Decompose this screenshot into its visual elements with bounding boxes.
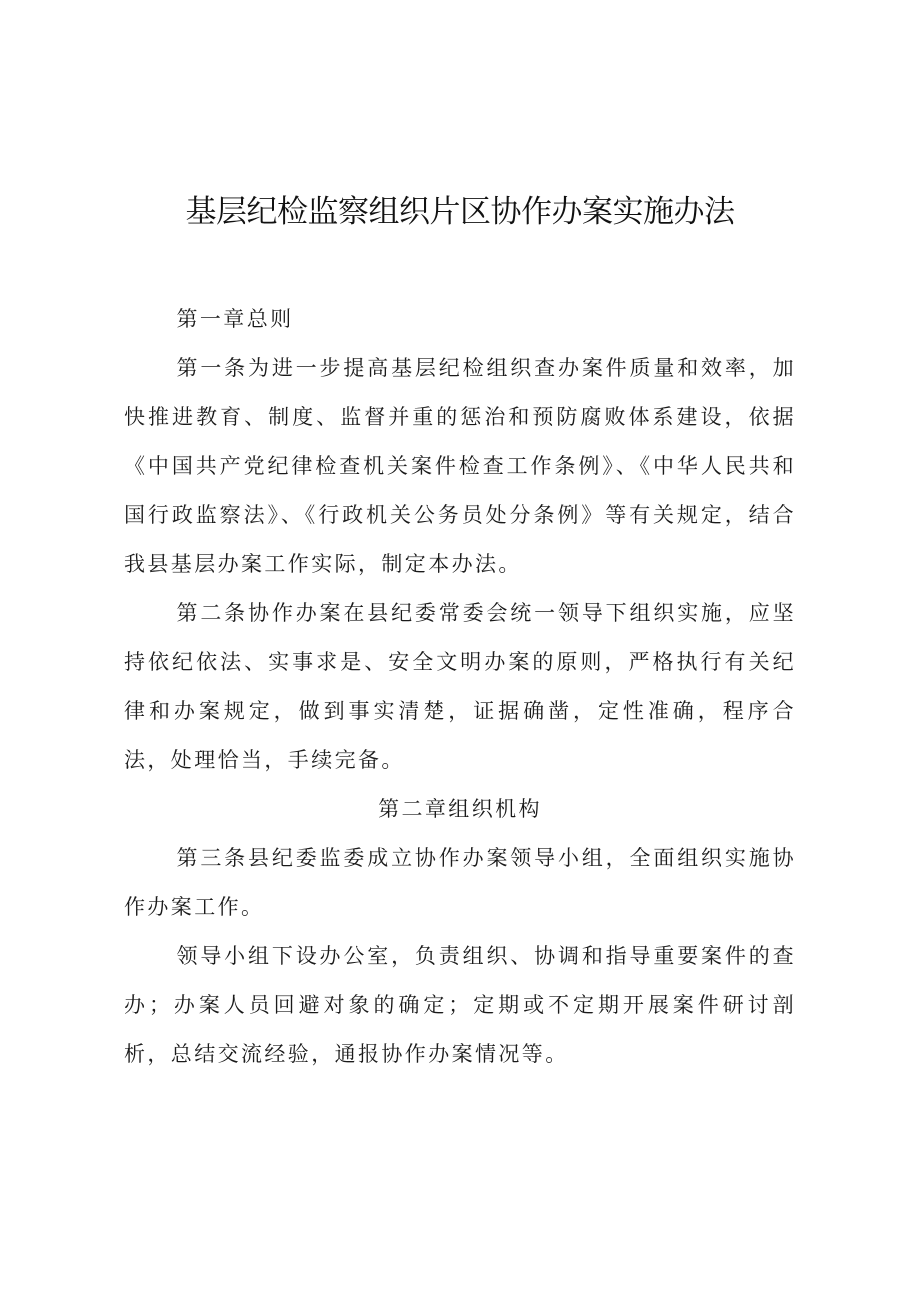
article-paragraph: 第二条协作办案在县纪委常委会统一领导下组织实施，应坚持依纪依法、实事求是、安全文明办案的原则，严格执行有关纪律和办案规定，做到事实清楚，证据确凿，定性准确，程序合法，处理恰当，手续完备。 bbox=[124, 601, 796, 772]
article-paragraph: 第一条为进一步提高基层纪检组织查办案件质量和效率，加快推进教育、制度、监督并重的惩治和预防腐败体系建设，依据《中国共产党纪律检查机关案件检查工作条例》、《中华人民共和国行政监察法》、《行政机关公务员处分条例》等有关规定，结合我县基层办案工作实际，制定本办法。 bbox=[124, 356, 796, 576]
document-title: 基层纪检监察组织片区协作办案实施办法 bbox=[185, 194, 735, 230]
document-body bbox=[124, 295, 796, 1079]
chapter-heading: 第二章组织机构 bbox=[378, 797, 542, 821]
chapter-heading: 第一章总则 bbox=[176, 307, 294, 331]
article-paragraph: 第三条县纪委监委成立协作办案领导小组，全面组织实施协作办案工作。 bbox=[124, 846, 796, 919]
article-paragraph: 领导小组下设办公室，负责组织、协调和指导重要案件的查办；办案人员回避对象的确定；定期或不定期开展案件研讨剖析，总结交流经验，通报协作办案情况等。 bbox=[124, 944, 796, 1066]
